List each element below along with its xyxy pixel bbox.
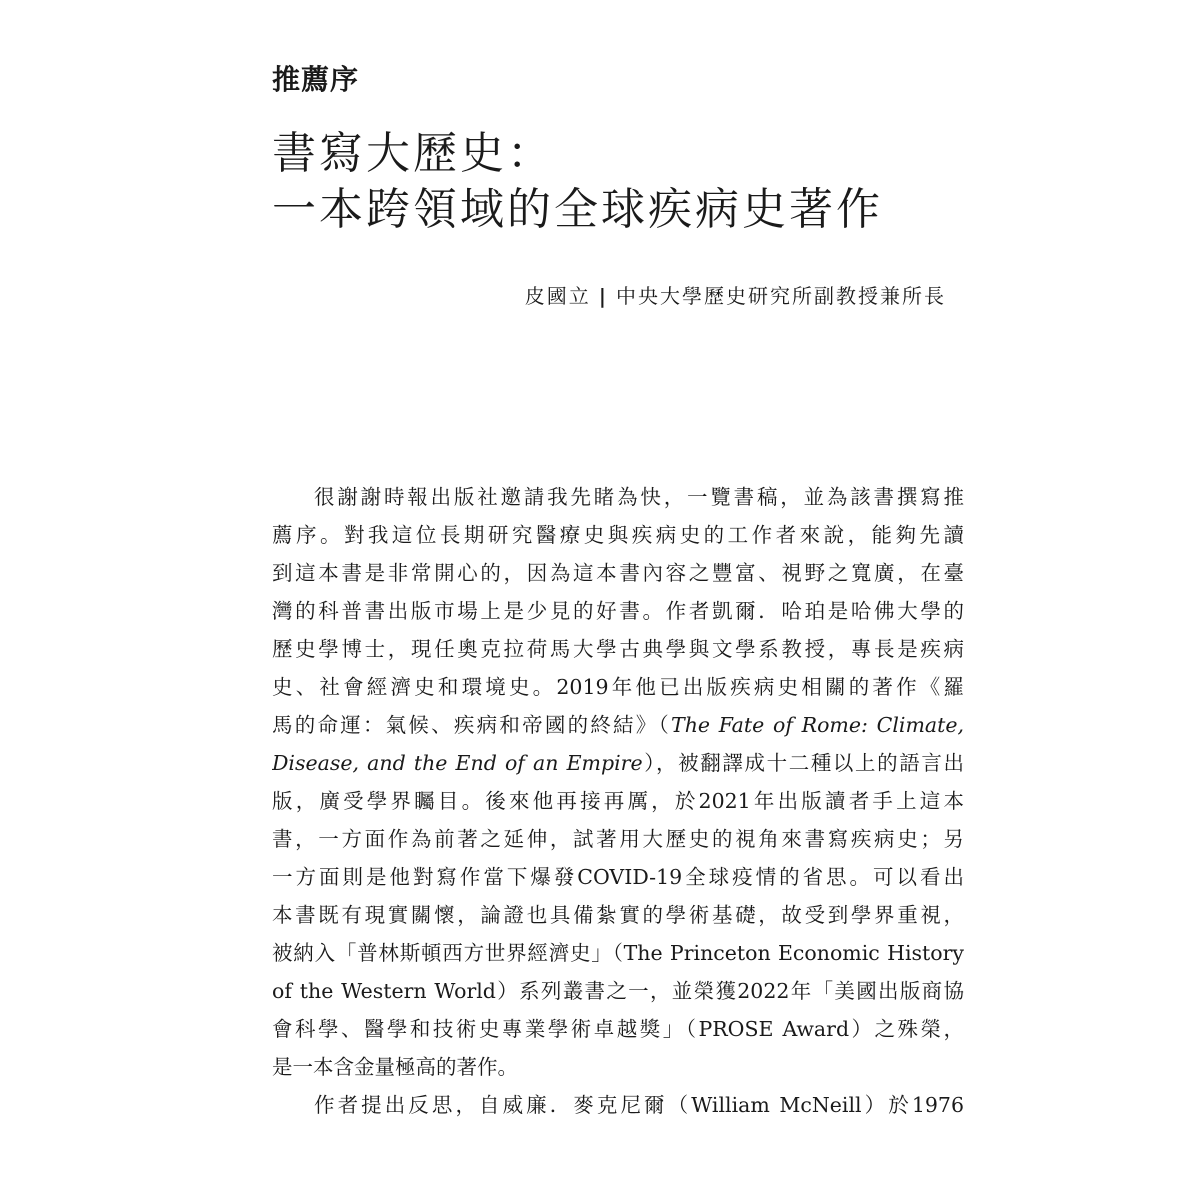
- body-line: 到這本書是非常開心的，因為這本書內容之豐富、視野之寬廣，在臺: [272, 561, 964, 585]
- body-text: [272, 478, 964, 1124]
- body-line-part: 馬的命運：氣候、疾病和帝國的終結》（: [272, 713, 672, 737]
- byline: [525, 280, 946, 309]
- title-line-1: 書寫大歷史：: [272, 128, 554, 179]
- body-line: 一方面則是他對寫作當下爆發COVID-19全球疫情的省思。可以看出: [272, 865, 964, 889]
- body-line: 本書既有現實關懷，論證也具備紮實的學術基礎，故受到學界重視，: [272, 903, 964, 927]
- byline-separator: |: [598, 284, 608, 308]
- title-line-2: 一本跨領域的全球疾病史著作: [272, 184, 883, 235]
- book-title-italic: The Fate of Rome: Climate,: [671, 713, 964, 737]
- body-line: of the Western World）系列叢書之一，並榮獲2022年「美國出版商協: [272, 979, 964, 1003]
- body-line: 書，一方面作為前著之延伸，試著用大歷史的視角來書寫疾病史；另: [272, 827, 964, 851]
- body-line: [272, 706, 964, 744]
- body-line: [272, 744, 964, 782]
- author-name: 皮國立: [524, 284, 591, 308]
- book-title-italic: Disease, and the End of an Empire: [272, 751, 643, 775]
- body-line-part: ），被翻譯成十二種以上的語言出: [642, 751, 964, 775]
- page-title: [272, 126, 883, 238]
- author-affiliation: 中央大學歷史研究所副教授兼所長: [616, 284, 946, 308]
- body-line: 會科學、醫學和技術史專業學術卓越獎」（PROSE Award）之殊榮，: [272, 1017, 964, 1041]
- body-line: 灣的科普書出版市場上是少見的好書。作者凱爾．哈珀是哈佛大學的: [272, 599, 964, 623]
- section-label: 推薦序: [272, 63, 360, 96]
- body-line: 歷史學博士，現任奧克拉荷馬大學古典學與文學系教授，專長是疾病: [272, 637, 964, 661]
- body-line: 史、社會經濟史和環境史。2019年他已出版疾病史相關的著作《羅: [272, 675, 964, 699]
- body-line: 很謝謝時報出版社邀請我先睹為快，一覽書稿，並為該書撰寫推: [314, 485, 964, 509]
- body-line: 是一本含金量極高的著作。: [272, 1055, 518, 1079]
- body-line: 被納入「普林斯頓西方世界經濟史」（The Princeton Economic History: [272, 941, 964, 965]
- body-line: 薦序。對我這位長期研究醫療史與疾病史的工作者來說，能夠先讀: [272, 523, 964, 547]
- body-line: 版，廣受學界矚目。後來他再接再厲，於2021年出版讀者手上這本: [272, 789, 964, 813]
- body-line: 作者提出反思，自威廉．麥克尼爾（William McNeill）於1976: [314, 1093, 964, 1117]
